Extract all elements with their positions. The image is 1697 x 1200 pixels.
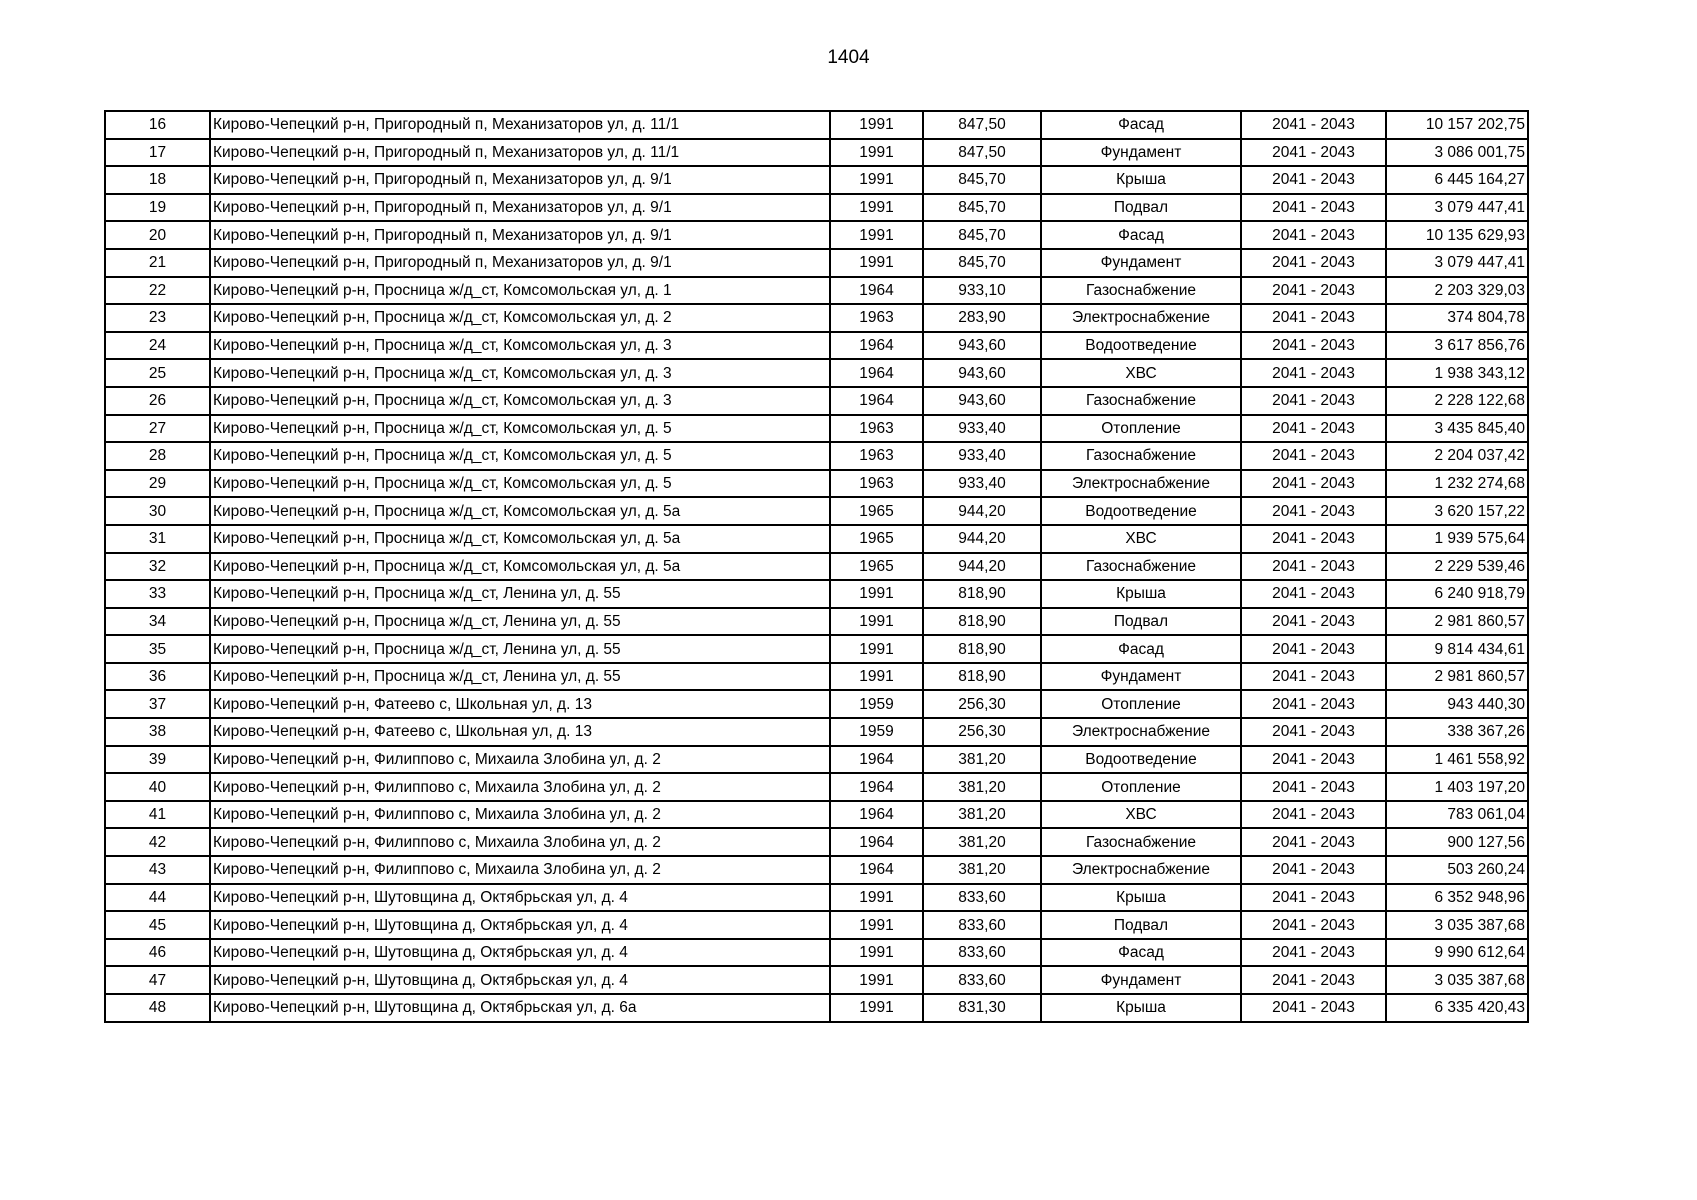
cost-cell: 6 352 948,96 [1386,884,1528,912]
work-type-cell: Электроснабжение [1041,470,1241,498]
area-cell: 833,60 [923,911,1041,939]
row-number-cell: 38 [105,718,210,746]
period-cell: 2041 - 2043 [1241,332,1386,360]
address-cell: Кирово-Чепецкий р-н, Просница ж/д_ст, Комсомольская ул, д. 3 [210,359,830,387]
cost-cell: 1 461 558,92 [1386,746,1528,774]
cost-cell: 783 061,04 [1386,801,1528,829]
year-built-cell: 1991 [830,994,923,1022]
work-type-cell: Подвал [1041,911,1241,939]
year-built-cell: 1965 [830,525,923,553]
area-cell: 831,30 [923,994,1041,1022]
area-cell: 845,70 [923,221,1041,249]
year-built-cell: 1963 [830,304,923,332]
cost-cell: 10 157 202,75 [1386,111,1528,139]
table-row [105,801,1528,829]
table-row [105,139,1528,167]
row-number-cell: 31 [105,525,210,553]
address-cell: Кирово-Чепецкий р-н, Просница ж/д_ст, Комсомольская ул, д. 5 [210,470,830,498]
table-row [105,387,1528,415]
address-cell: Кирово-Чепецкий р-н, Просница ж/д_ст, Комсомольская ул, д. 3 [210,332,830,360]
period-cell: 2041 - 2043 [1241,166,1386,194]
address-cell: Кирово-Чепецкий р-н, Пригородный п, Механизаторов ул, д. 9/1 [210,249,830,277]
area-cell: 943,60 [923,332,1041,360]
period-cell: 2041 - 2043 [1241,415,1386,443]
period-cell: 2041 - 2043 [1241,580,1386,608]
cost-cell: 3 086 001,75 [1386,139,1528,167]
cost-cell: 3 435 845,40 [1386,415,1528,443]
row-number-cell: 44 [105,884,210,912]
cost-cell: 3 035 387,68 [1386,911,1528,939]
address-cell: Кирово-Чепецкий р-н, Шутовщина д, Октябрьская ул, д. 4 [210,939,830,967]
area-cell: 845,70 [923,166,1041,194]
table-row [105,663,1528,691]
period-cell: 2041 - 2043 [1241,994,1386,1022]
area-cell: 944,20 [923,553,1041,581]
table-row [105,580,1528,608]
year-built-cell: 1964 [830,332,923,360]
row-number-cell: 27 [105,415,210,443]
period-cell: 2041 - 2043 [1241,911,1386,939]
cost-cell: 900 127,56 [1386,828,1528,856]
table-row [105,525,1528,553]
table-row [105,773,1528,801]
cost-cell: 374 804,78 [1386,304,1528,332]
period-cell: 2041 - 2043 [1241,304,1386,332]
work-type-cell: Газоснабжение [1041,387,1241,415]
year-built-cell: 1965 [830,497,923,525]
year-built-cell: 1991 [830,166,923,194]
year-built-cell: 1963 [830,415,923,443]
table-row [105,277,1528,305]
work-type-cell: Фасад [1041,939,1241,967]
cost-cell: 3 617 856,76 [1386,332,1528,360]
year-built-cell: 1964 [830,359,923,387]
address-cell: Кирово-Чепецкий р-н, Просница ж/д_ст, Комсомольская ул, д. 5а [210,497,830,525]
work-type-cell: Крыша [1041,884,1241,912]
area-cell: 933,10 [923,277,1041,305]
row-number-cell: 37 [105,690,210,718]
work-type-cell: Газоснабжение [1041,553,1241,581]
row-number-cell: 17 [105,139,210,167]
period-cell: 2041 - 2043 [1241,884,1386,912]
address-cell: Кирово-Чепецкий р-н, Просница ж/д_ст, Ленина ул, д. 55 [210,608,830,636]
row-number-cell: 47 [105,966,210,994]
row-number-cell: 18 [105,166,210,194]
address-cell: Кирово-Чепецкий р-н, Филиппово с, Михаила Злобина ул, д. 2 [210,746,830,774]
cost-cell: 1 403 197,20 [1386,773,1528,801]
year-built-cell: 1991 [830,194,923,222]
work-type-cell: ХВС [1041,801,1241,829]
row-number-cell: 42 [105,828,210,856]
work-type-cell: Крыша [1041,994,1241,1022]
year-built-cell: 1991 [830,580,923,608]
address-cell: Кирово-Чепецкий р-н, Просница ж/д_ст, Комсомольская ул, д. 5а [210,553,830,581]
address-cell: Кирово-Чепецкий р-н, Филиппово с, Михаила Злобина ул, д. 2 [210,856,830,884]
year-built-cell: 1965 [830,553,923,581]
address-cell: Кирово-Чепецкий р-н, Просница ж/д_ст, Комсомольская ул, д. 5а [210,525,830,553]
area-cell: 944,20 [923,497,1041,525]
table-row [105,221,1528,249]
year-built-cell: 1964 [830,773,923,801]
row-number-cell: 45 [105,911,210,939]
table-row [105,608,1528,636]
repair-schedule-table [104,110,1529,1023]
table-row [105,415,1528,443]
year-built-cell: 1963 [830,470,923,498]
area-cell: 818,90 [923,580,1041,608]
table-row [105,166,1528,194]
area-cell: 847,50 [923,111,1041,139]
work-type-cell: Отопление [1041,690,1241,718]
work-type-cell: Отопление [1041,415,1241,443]
address-cell: Кирово-Чепецкий р-н, Просница ж/д_ст, Комсомольская ул, д. 1 [210,277,830,305]
area-cell: 818,90 [923,635,1041,663]
work-type-cell: Электроснабжение [1041,718,1241,746]
table-row [105,470,1528,498]
table-row [105,194,1528,222]
address-cell: Кирово-Чепецкий р-н, Пригородный п, Механизаторов ул, д. 9/1 [210,166,830,194]
address-cell: Кирово-Чепецкий р-н, Просница ж/д_ст, Комсомольская ул, д. 5 [210,415,830,443]
year-built-cell: 1959 [830,718,923,746]
table-row [105,249,1528,277]
area-cell: 256,30 [923,690,1041,718]
work-type-cell: Газоснабжение [1041,828,1241,856]
period-cell: 2041 - 2043 [1241,111,1386,139]
address-cell: Кирово-Чепецкий р-н, Филиппово с, Михаила Злобина ул, д. 2 [210,828,830,856]
area-cell: 381,20 [923,801,1041,829]
row-number-cell: 48 [105,994,210,1022]
area-cell: 381,20 [923,828,1041,856]
period-cell: 2041 - 2043 [1241,966,1386,994]
period-cell: 2041 - 2043 [1241,277,1386,305]
area-cell: 283,90 [923,304,1041,332]
cost-cell: 503 260,24 [1386,856,1528,884]
cost-cell: 2 203 329,03 [1386,277,1528,305]
row-number-cell: 25 [105,359,210,387]
address-cell: Кирово-Чепецкий р-н, Просница ж/д_ст, Ленина ул, д. 55 [210,580,830,608]
table-row [105,690,1528,718]
area-cell: 381,20 [923,856,1041,884]
year-built-cell: 1964 [830,746,923,774]
cost-cell: 9 814 434,61 [1386,635,1528,663]
area-cell: 933,40 [923,470,1041,498]
table-row [105,994,1528,1022]
period-cell: 2041 - 2043 [1241,359,1386,387]
work-type-cell: Водоотведение [1041,746,1241,774]
year-built-cell: 1964 [830,277,923,305]
table-row [105,553,1528,581]
cost-cell: 2 204 037,42 [1386,442,1528,470]
table-row [105,332,1528,360]
cost-cell: 6 445 164,27 [1386,166,1528,194]
area-cell: 833,60 [923,884,1041,912]
area-cell: 818,90 [923,663,1041,691]
period-cell: 2041 - 2043 [1241,856,1386,884]
row-number-cell: 34 [105,608,210,636]
work-type-cell: Фасад [1041,221,1241,249]
row-number-cell: 23 [105,304,210,332]
row-number-cell: 41 [105,801,210,829]
address-cell: Кирово-Чепецкий р-н, Просница ж/д_ст, Комсомольская ул, д. 2 [210,304,830,332]
work-type-cell: ХВС [1041,525,1241,553]
area-cell: 847,50 [923,139,1041,167]
cost-cell: 6 240 918,79 [1386,580,1528,608]
table-row [105,635,1528,663]
period-cell: 2041 - 2043 [1241,828,1386,856]
year-built-cell: 1991 [830,663,923,691]
year-built-cell: 1991 [830,221,923,249]
area-cell: 933,40 [923,442,1041,470]
table-row [105,966,1528,994]
cost-cell: 2 229 539,46 [1386,553,1528,581]
cost-cell: 10 135 629,93 [1386,221,1528,249]
cost-cell: 1 938 343,12 [1386,359,1528,387]
row-number-cell: 20 [105,221,210,249]
year-built-cell: 1964 [830,387,923,415]
work-type-cell: Фасад [1041,635,1241,663]
address-cell: Кирово-Чепецкий р-н, Фатеево с, Школьная ул, д. 13 [210,690,830,718]
address-cell: Кирово-Чепецкий р-н, Пригородный п, Механизаторов ул, д. 9/1 [210,221,830,249]
row-number-cell: 32 [105,553,210,581]
area-cell: 256,30 [923,718,1041,746]
cost-cell: 3 620 157,22 [1386,497,1528,525]
table-row [105,359,1528,387]
row-number-cell: 26 [105,387,210,415]
address-cell: Кирово-Чепецкий р-н, Шутовщина д, Октябрьская ул, д. 4 [210,884,830,912]
work-type-cell: Газоснабжение [1041,277,1241,305]
address-cell: Кирово-Чепецкий р-н, Филиппово с, Михаила Злобина ул, д. 2 [210,773,830,801]
cost-cell: 3 079 447,41 [1386,249,1528,277]
work-type-cell: Электроснабжение [1041,304,1241,332]
period-cell: 2041 - 2043 [1241,553,1386,581]
address-cell: Кирово-Чепецкий р-н, Просница ж/д_ст, Ленина ул, д. 55 [210,635,830,663]
year-built-cell: 1991 [830,911,923,939]
work-type-cell: Фасад [1041,111,1241,139]
area-cell: 944,20 [923,525,1041,553]
address-cell: Кирово-Чепецкий р-н, Пригородный п, Механизаторов ул, д. 11/1 [210,139,830,167]
table-row [105,911,1528,939]
cost-cell: 2 228 122,68 [1386,387,1528,415]
address-cell: Кирово-Чепецкий р-н, Филиппово с, Михаила Злобина ул, д. 2 [210,801,830,829]
address-cell: Кирово-Чепецкий р-н, Фатеево с, Школьная ул, д. 13 [210,718,830,746]
area-cell: 381,20 [923,746,1041,774]
work-type-cell: Фундамент [1041,663,1241,691]
year-built-cell: 1964 [830,828,923,856]
year-built-cell: 1964 [830,801,923,829]
table-row [105,718,1528,746]
cost-cell: 3 035 387,68 [1386,966,1528,994]
work-type-cell: Фундамент [1041,249,1241,277]
period-cell: 2041 - 2043 [1241,470,1386,498]
row-number-cell: 39 [105,746,210,774]
work-type-cell: Водоотведение [1041,497,1241,525]
year-built-cell: 1991 [830,966,923,994]
work-type-cell: Электроснабжение [1041,856,1241,884]
row-number-cell: 21 [105,249,210,277]
row-number-cell: 33 [105,580,210,608]
work-type-cell: Крыша [1041,580,1241,608]
address-cell: Кирово-Чепецкий р-н, Шутовщина д, Октябрьская ул, д. 6а [210,994,830,1022]
row-number-cell: 35 [105,635,210,663]
row-number-cell: 19 [105,194,210,222]
row-number-cell: 46 [105,939,210,967]
work-type-cell: Отопление [1041,773,1241,801]
area-cell: 833,60 [923,966,1041,994]
period-cell: 2041 - 2043 [1241,442,1386,470]
year-built-cell: 1964 [830,856,923,884]
cost-cell: 1 232 274,68 [1386,470,1528,498]
period-cell: 2041 - 2043 [1241,773,1386,801]
area-cell: 943,60 [923,359,1041,387]
work-type-cell: Фундамент [1041,966,1241,994]
cost-cell: 3 079 447,41 [1386,194,1528,222]
period-cell: 2041 - 2043 [1241,746,1386,774]
cost-cell: 2 981 860,57 [1386,608,1528,636]
period-cell: 2041 - 2043 [1241,608,1386,636]
address-cell: Кирово-Чепецкий р-н, Пригородный п, Механизаторов ул, д. 9/1 [210,194,830,222]
period-cell: 2041 - 2043 [1241,221,1386,249]
period-cell: 2041 - 2043 [1241,497,1386,525]
area-cell: 943,60 [923,387,1041,415]
work-type-cell: Подвал [1041,608,1241,636]
address-cell: Кирово-Чепецкий р-н, Просница ж/д_ст, Комсомольская ул, д. 5 [210,442,830,470]
area-cell: 833,60 [923,939,1041,967]
area-cell: 818,90 [923,608,1041,636]
page-number: 1404 [827,47,870,68]
period-cell: 2041 - 2043 [1241,718,1386,746]
row-number-cell: 16 [105,111,210,139]
year-built-cell: 1991 [830,249,923,277]
table-row [105,856,1528,884]
table-row [105,304,1528,332]
address-cell: Кирово-Чепецкий р-н, Шутовщина д, Октябрьская ул, д. 4 [210,966,830,994]
row-number-cell: 22 [105,277,210,305]
year-built-cell: 1991 [830,884,923,912]
year-built-cell: 1991 [830,608,923,636]
cost-cell: 9 990 612,64 [1386,939,1528,967]
period-cell: 2041 - 2043 [1241,663,1386,691]
period-cell: 2041 - 2043 [1241,387,1386,415]
table-row [105,111,1528,139]
row-number-cell: 28 [105,442,210,470]
work-type-cell: ХВС [1041,359,1241,387]
period-cell: 2041 - 2043 [1241,939,1386,967]
period-cell: 2041 - 2043 [1241,635,1386,663]
year-built-cell: 1991 [830,939,923,967]
period-cell: 2041 - 2043 [1241,801,1386,829]
cost-cell: 2 981 860,57 [1386,663,1528,691]
year-built-cell: 1991 [830,635,923,663]
period-cell: 2041 - 2043 [1241,139,1386,167]
cost-cell: 1 939 575,64 [1386,525,1528,553]
work-type-cell: Фундамент [1041,139,1241,167]
year-built-cell: 1963 [830,442,923,470]
year-built-cell: 1991 [830,111,923,139]
table-row [105,884,1528,912]
work-type-cell: Крыша [1041,166,1241,194]
work-type-cell: Подвал [1041,194,1241,222]
row-number-cell: 29 [105,470,210,498]
area-cell: 845,70 [923,249,1041,277]
table-body [105,111,1528,1022]
period-cell: 2041 - 2043 [1241,690,1386,718]
address-cell: Кирово-Чепецкий р-н, Шутовщина д, Октябрьская ул, д. 4 [210,911,830,939]
area-cell: 933,40 [923,415,1041,443]
area-cell: 845,70 [923,194,1041,222]
table-row [105,828,1528,856]
work-type-cell: Газоснабжение [1041,442,1241,470]
year-built-cell: 1959 [830,690,923,718]
period-cell: 2041 - 2043 [1241,249,1386,277]
area-cell: 381,20 [923,773,1041,801]
table-row [105,497,1528,525]
address-cell: Кирово-Чепецкий р-н, Пригородный п, Механизаторов ул, д. 11/1 [210,111,830,139]
row-number-cell: 30 [105,497,210,525]
table-row [105,746,1528,774]
cost-cell: 6 335 420,43 [1386,994,1528,1022]
work-type-cell: Водоотведение [1041,332,1241,360]
cost-cell: 943 440,30 [1386,690,1528,718]
table-row [105,442,1528,470]
cost-cell: 338 367,26 [1386,718,1528,746]
year-built-cell: 1991 [830,139,923,167]
row-number-cell: 36 [105,663,210,691]
address-cell: Кирово-Чепецкий р-н, Просница ж/д_ст, Ленина ул, д. 55 [210,663,830,691]
row-number-cell: 40 [105,773,210,801]
table-row [105,939,1528,967]
row-number-cell: 43 [105,856,210,884]
period-cell: 2041 - 2043 [1241,525,1386,553]
row-number-cell: 24 [105,332,210,360]
address-cell: Кирово-Чепецкий р-н, Просница ж/д_ст, Комсомольская ул, д. 3 [210,387,830,415]
period-cell: 2041 - 2043 [1241,194,1386,222]
